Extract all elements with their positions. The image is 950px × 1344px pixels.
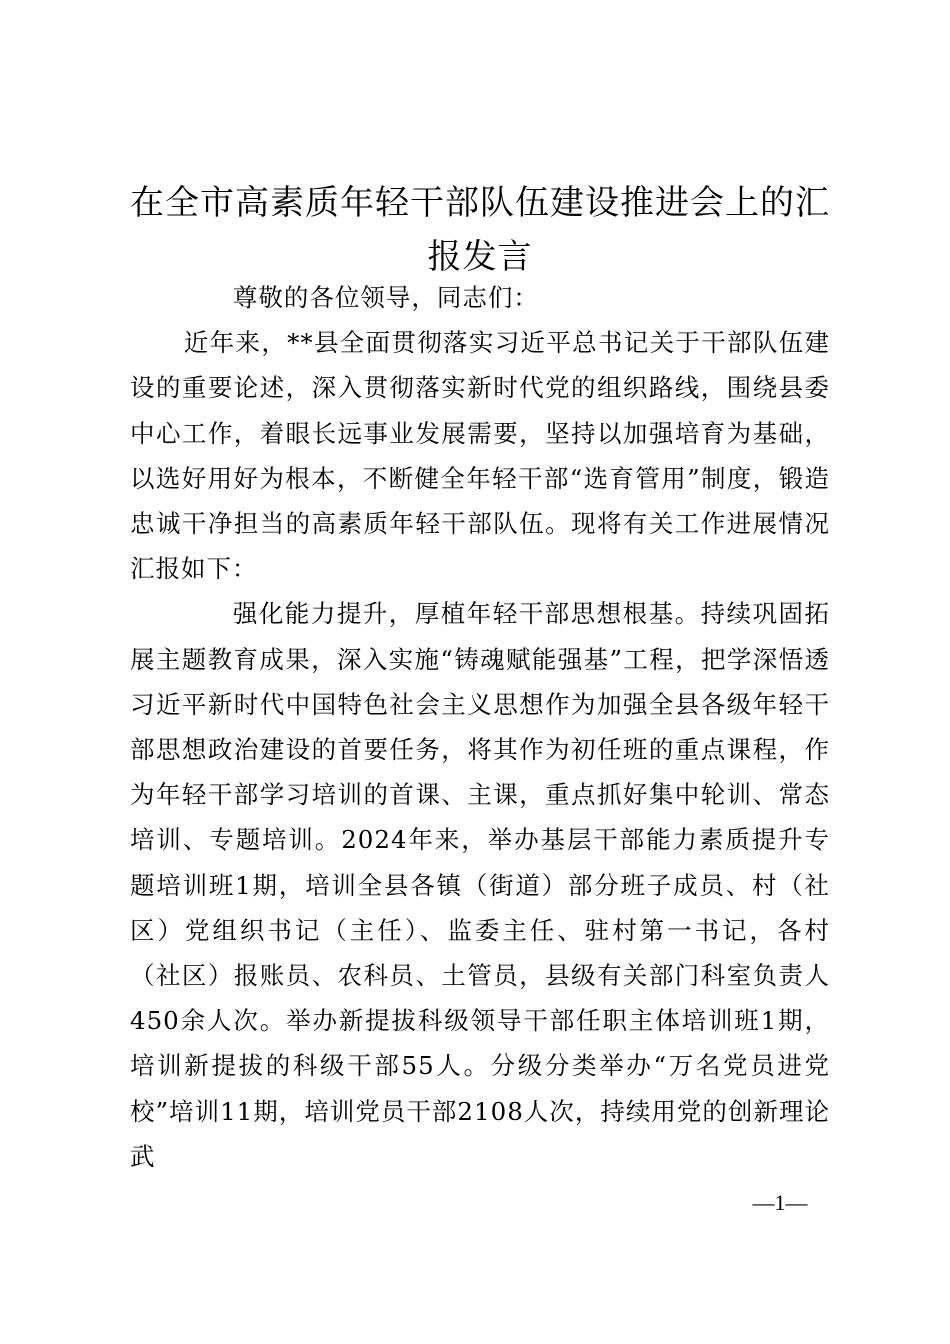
section-paragraph: 强化能力提升，厚植年轻干部思想根基。持续巩固拓展主题教育成果，深入实施“铸魂赋能强基”工程，把学深悟透习近平新时代中国特色社会主义思想作为加强全县各级年轻干部思想政治建设的首要任务，将其作为初任班的重点课程，作为年轻干部学习培训的首课、主课，重点抓好集中轮训、常态培训、专题培训。2024年来，举办基层干部能力素质提升专题培训班1期，培训全县各镇（街道）部分班子成员、村（社区）党组织书记（主任）、监委主任、驻村第一书记，各村（社区）报账员、农科员、土管员，县级有关部门科室负责人450余人次。举办新提拔科级领导干部任职主体培训班1期，培训新提拔的科级干部55人。分级分类举办“万名党员进党校”培训11期，培训党员干部2108人次，持续用党的创新理论武 <box>130 599 830 1171</box>
document-body <box>130 275 830 1179</box>
salutation: 尊敬的各位领导，同志们： <box>232 283 539 312</box>
intro-paragraph: 近年来，**县全面贯彻落实习近平总书记关于干部队伍建设的重要论述，深入贯彻落实新时代党的组织路线，围绕县委中心工作，着眼长远事业发展需要，坚持以加强培育为基础，以选好用好为根本，不断健全年轻干部“选育管用”制度，锻造忠诚干净担当的高素质年轻干部队伍。现将有关工作进展情况汇报如下： <box>130 328 830 584</box>
page-number: —1— <box>752 1190 808 1215</box>
document-title: 在全市高素质年轻干部队伍建设推进会上的汇报发言 <box>130 183 830 277</box>
